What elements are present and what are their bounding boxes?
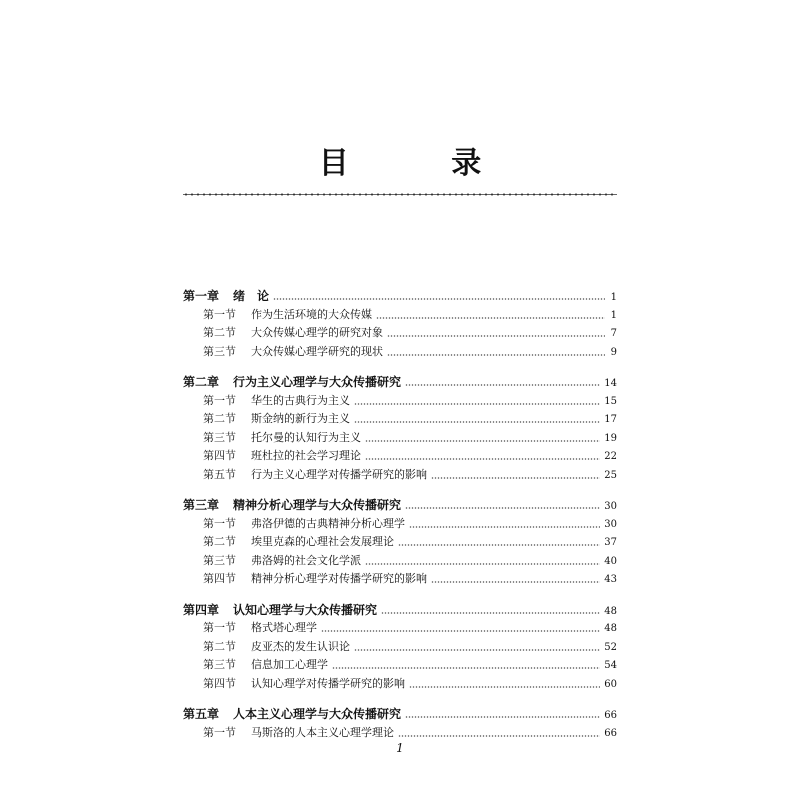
chapter-block <box>183 373 617 484</box>
chapter-entry-page: 30 <box>604 501 617 512</box>
chapter-entry-number: 第四章 <box>183 602 220 617</box>
chapter-entry-number: 第三章 <box>183 498 220 512</box>
section-entry-page: 54 <box>604 660 617 671</box>
section-entry-page: 25 <box>604 469 617 481</box>
dot-leader <box>405 384 600 386</box>
section-entry-title: 精神分析心理学对传播学研究的影响 <box>251 572 427 585</box>
chapter-entry[interactable] <box>183 496 617 515</box>
section-entry-title: 格式塔心理学 <box>251 621 317 634</box>
dot-leader <box>398 544 600 546</box>
chapter-block <box>183 601 617 694</box>
dot-leader <box>332 667 600 669</box>
section-entry[interactable] <box>183 447 617 466</box>
section-entry[interactable] <box>183 392 617 411</box>
section-entry-page: 15 <box>604 395 617 407</box>
dot-leader <box>376 317 605 319</box>
section-entry[interactable] <box>183 552 617 571</box>
section-entry-page: 60 <box>604 678 617 690</box>
section-entry-number: 第一节 <box>203 516 236 530</box>
chapter-entry-number: 第二章 <box>183 375 220 389</box>
chapter-entry-title: 绪 论 <box>233 289 270 303</box>
section-entry-title: 大众传媒心理学研究的现状 <box>251 344 383 358</box>
chapter-entry[interactable] <box>183 287 617 306</box>
dot-leader <box>354 403 600 405</box>
dot-leader <box>431 477 600 479</box>
section-entry-number: 第二节 <box>203 412 236 425</box>
section-entry-page: 19 <box>604 432 617 444</box>
section-entry-page: 1 <box>610 309 617 321</box>
section-entry-page: 52 <box>604 641 617 653</box>
section-entry-page: 30 <box>604 518 617 530</box>
dot-leader <box>365 458 600 460</box>
section-entry-page: 9 <box>610 346 617 358</box>
dot-leader <box>398 735 600 737</box>
chapter-entry-title: 认知心理学与大众传播研究 <box>233 602 378 617</box>
dot-leader <box>405 507 600 509</box>
section-entry-number: 第五节 <box>203 467 236 481</box>
section-entry-number: 第一节 <box>203 725 236 739</box>
section-entry-number: 第二节 <box>203 639 236 653</box>
section-entry[interactable] <box>183 675 617 694</box>
dot-leader <box>387 354 605 356</box>
dot-leader <box>354 421 600 423</box>
section-entry[interactable] <box>183 466 617 485</box>
section-entry-page: 43 <box>604 574 617 585</box>
page-title: 目 录 <box>318 146 528 181</box>
section-entry-page: 40 <box>604 555 617 567</box>
page-number: 1 <box>396 741 404 755</box>
section-entry-title: 马斯洛的人本主义心理学理论 <box>251 725 394 739</box>
chapter-block <box>183 496 617 589</box>
section-entry[interactable] <box>183 343 617 362</box>
section-entry[interactable] <box>183 724 617 743</box>
section-entry-title: 作为生活环境的大众传媒 <box>251 307 372 321</box>
dot-leader <box>273 298 605 300</box>
dot-leader <box>409 526 600 528</box>
section-entry[interactable] <box>183 638 617 657</box>
chapter-entry[interactable] <box>183 373 617 392</box>
section-entry-title: 斯金纳的新行为主义 <box>251 412 350 425</box>
section-entry-number: 第三节 <box>203 658 236 671</box>
dot-leader <box>365 440 600 442</box>
section-entry-title: 弗洛姆的社会文化学派 <box>251 553 361 567</box>
dot-leader <box>365 563 600 565</box>
section-entry-page: 22 <box>604 451 617 462</box>
section-entry-title: 弗洛伊德的古典精神分析心理学 <box>251 516 405 530</box>
section-entry-page: 17 <box>604 414 617 425</box>
section-entry[interactable] <box>183 515 617 534</box>
section-entry-title: 埃里克森的心理社会发展理论 <box>251 535 394 548</box>
section-entry-title: 大众传媒心理学的研究对象 <box>251 326 383 339</box>
section-entry-page: 37 <box>604 537 617 548</box>
dot-leader <box>381 612 600 614</box>
section-entry-page: 48 <box>604 623 617 634</box>
dot-leader <box>387 335 605 337</box>
section-entry-title: 行为主义心理学对传播学研究的影响 <box>251 467 427 481</box>
chapter-entry-page: 48 <box>604 605 617 617</box>
table-of-contents <box>183 287 617 754</box>
section-entry-page: 66 <box>604 727 617 739</box>
section-entry-title: 班杜拉的社会学习理论 <box>251 449 361 462</box>
section-entry[interactable] <box>183 429 617 448</box>
section-entry-number: 第三节 <box>203 344 236 358</box>
section-entry-number: 第四节 <box>203 449 236 462</box>
chapter-entry[interactable] <box>183 601 617 620</box>
section-entry[interactable] <box>183 324 617 343</box>
chapter-entry-page: 1 <box>610 292 617 303</box>
section-entry-number: 第三节 <box>203 430 236 444</box>
section-entry[interactable] <box>183 410 617 429</box>
section-entry[interactable] <box>183 619 617 638</box>
section-entry-number: 第一节 <box>203 307 236 321</box>
section-entry-number: 第四节 <box>203 572 236 585</box>
section-entry-number: 第二节 <box>203 326 236 339</box>
section-entry-number: 第一节 <box>203 621 236 634</box>
section-entry[interactable] <box>183 570 617 589</box>
section-entry[interactable] <box>183 656 617 675</box>
section-entry-number: 第二节 <box>203 535 236 548</box>
section-entry-title: 华生的古典行为主义 <box>251 393 350 407</box>
title-divider <box>183 193 617 196</box>
chapter-entry-title: 行为主义心理学与大众传播研究 <box>233 375 402 389</box>
section-entry-title: 信息加工心理学 <box>251 658 328 671</box>
section-entry[interactable] <box>183 306 617 325</box>
chapter-entry[interactable] <box>183 705 617 724</box>
chapter-entry-number: 第五章 <box>183 707 220 721</box>
chapter-block <box>183 705 617 742</box>
chapter-entry-title: 精神分析心理学与大众传播研究 <box>233 498 402 512</box>
chapter-block <box>183 287 617 361</box>
chapter-entry-title: 人本主义心理学与大众传播研究 <box>233 707 402 721</box>
dot-leader <box>321 630 600 632</box>
section-entry-number: 第四节 <box>203 676 236 690</box>
dot-leader <box>431 581 600 583</box>
dot-leader <box>405 716 600 718</box>
section-entry-number: 第三节 <box>203 553 236 567</box>
chapter-entry-page: 14 <box>604 378 617 389</box>
chapter-entry-number: 第一章 <box>183 289 220 303</box>
chapter-entry-page: 66 <box>604 710 617 721</box>
section-entry-title: 皮亚杰的发生认识论 <box>251 639 350 653</box>
section-entry-title: 托尔曼的认知行为主义 <box>251 430 361 444</box>
section-entry-page: 7 <box>610 328 617 339</box>
dot-leader <box>354 649 600 651</box>
section-entry-title: 认知心理学对传播学研究的影响 <box>251 676 405 690</box>
section-entry-number: 第一节 <box>203 393 236 407</box>
dot-leader <box>409 686 600 688</box>
section-entry[interactable] <box>183 533 617 552</box>
